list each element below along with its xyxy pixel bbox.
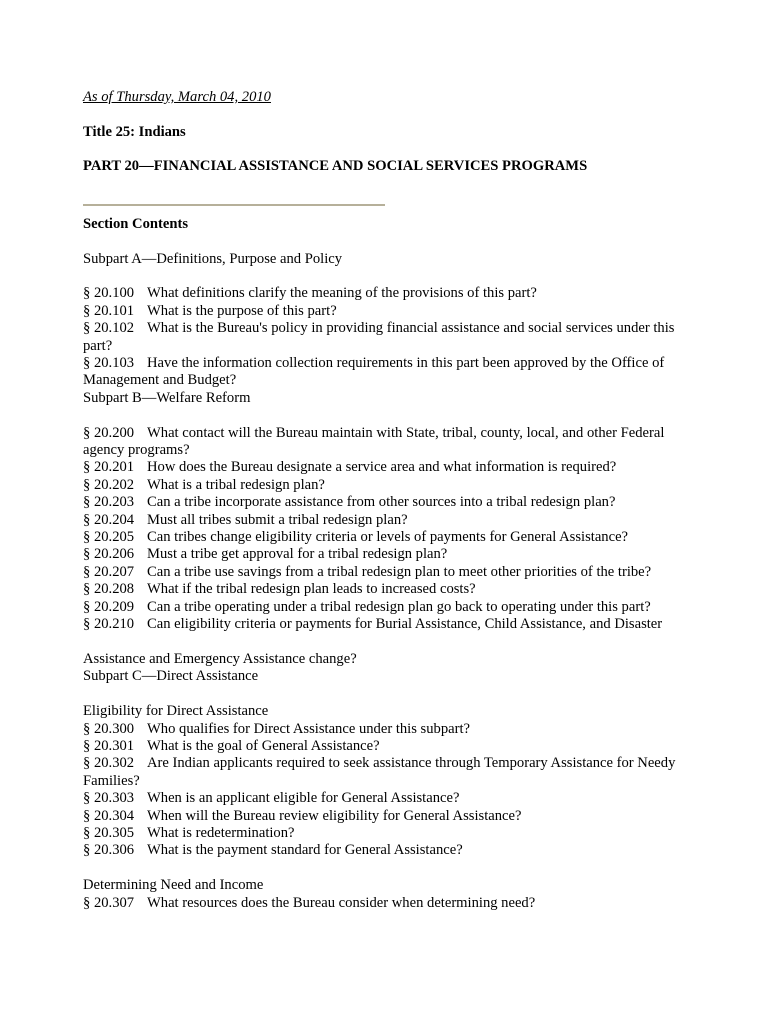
section-entry (83, 494, 689, 511)
section-title: Can eligibility criteria or payments for Burial Assistance, Child Assistance, and Disaster (147, 616, 663, 633)
section-entry (83, 303, 689, 320)
section-entry (83, 564, 689, 581)
section-number: § 20.302 (83, 755, 135, 772)
section-entry (83, 825, 689, 842)
section-title: Can a tribe operating under a tribal redesign plan go back to operating under this part? (147, 598, 651, 615)
section-entry (83, 285, 689, 302)
subpart-a-list (83, 285, 689, 389)
section-title: What is the Bureau's policy in providing financial assistance and social services under this part? (83, 320, 675, 354)
spacer (83, 233, 689, 250)
section-entry (83, 459, 689, 476)
section-title: Can tribes change eligibility criteria or levels of payments for General Assistance? (147, 529, 629, 546)
section-number: § 20.204 (83, 511, 135, 528)
section-title: Are Indian applicants required to seek assistance through Temporary Assistance for Needy Families? (83, 755, 676, 789)
section-title: What is a tribal redesign plan? (147, 476, 325, 493)
section-title: Must a tribe get approval for a tribal redesign plan? (147, 546, 448, 563)
section-number: § 20.306 (83, 842, 135, 859)
section-number: § 20.300 (83, 720, 135, 737)
subpart-a-heading: Subpart A—Definitions, Purpose and Policy (83, 250, 343, 267)
part-heading: PART 20—FINANCIAL ASSISTANCE AND SOCIAL SERVICES PROGRAMS (83, 158, 588, 175)
section-entry (83, 529, 689, 546)
eligibility-heading: Eligibility for Direct Assistance (83, 703, 269, 720)
section-number: § 20.202 (83, 476, 135, 493)
eligibility-list (83, 721, 689, 860)
section-title: Can a tribe use savings from a tribal redesign plan to meet other priorities of the tribe? (147, 563, 652, 580)
spacer (83, 860, 689, 877)
section-title: Must all tribes submit a tribal redesign plan? (147, 511, 408, 528)
section-number: § 20.200 (83, 424, 135, 441)
need-heading: Determining Need and Income (83, 877, 264, 894)
section-number: § 20.100 (83, 285, 135, 302)
section-entry (83, 842, 689, 859)
section-entry (83, 755, 689, 790)
section-entry (83, 477, 689, 494)
section-title: Have the information collection requirements in this part been approved by the Office of Management and Budget? (83, 355, 665, 389)
section-title: When is an applicant eligible for General Assistance? (147, 790, 460, 807)
section-entry (83, 599, 689, 616)
section-title: How does the Bureau designate a service area and what information is required? (147, 459, 617, 476)
section-title: When will the Bureau review eligibility for General Assistance? (147, 807, 522, 824)
spacer (83, 634, 689, 651)
subpart-b-continuation: Assistance and Emergency Assistance change? (83, 650, 357, 667)
section-number: § 20.303 (83, 790, 135, 807)
section-number: § 20.210 (83, 616, 135, 633)
section-title: Who qualifies for Direct Assistance under this subpart? (147, 720, 471, 737)
section-entry (83, 790, 689, 807)
section-number: § 20.101 (83, 302, 135, 319)
section-entry (83, 721, 689, 738)
section-number: § 20.203 (83, 494, 135, 511)
section-entry (83, 616, 689, 633)
title-heading: Title 25: Indians (83, 124, 186, 140)
section-title: What resources does the Bureau consider when determining need? (147, 894, 536, 911)
spacer (83, 686, 689, 703)
section-entry (83, 320, 689, 355)
spacer (83, 268, 689, 285)
section-number: § 20.209 (83, 598, 135, 615)
section-title: What contact will the Bureau maintain with State, tribal, county, local, and other Federal agency programs? (83, 424, 665, 459)
section-entry (83, 808, 689, 825)
section-number: § 20.201 (83, 459, 135, 476)
section-title: What if the tribal redesign plan leads to increased costs? (147, 581, 476, 598)
section-number: § 20.206 (83, 546, 135, 563)
subpart-c-heading: Subpart C—Direct Assistance (83, 668, 259, 685)
subpart-b-heading: Subpart B—Welfare Reform (83, 389, 251, 406)
section-number: § 20.304 (83, 807, 135, 824)
section-number: § 20.208 (83, 581, 135, 598)
horizontal-rule (83, 204, 385, 206)
spacer (83, 407, 689, 424)
section-entry (83, 355, 689, 390)
section-title: What is the goal of General Assistance? (147, 737, 380, 754)
section-number: § 20.102 (83, 320, 135, 337)
section-entry (83, 581, 689, 598)
section-number: § 20.207 (83, 563, 135, 580)
section-number: § 20.103 (83, 355, 135, 372)
section-title: What is redetermination? (147, 824, 295, 841)
section-entry (83, 546, 689, 563)
section-title: Can a tribe incorporate assistance from other sources into a tribal redesign plan? (147, 494, 616, 511)
section-entry (83, 895, 689, 912)
section-number: § 20.205 (83, 529, 135, 546)
section-title: What definitions clarify the meaning of the provisions of this part? (147, 285, 537, 302)
document-page (83, 89, 689, 912)
need-list (83, 895, 689, 912)
section-entry (83, 512, 689, 529)
section-entry (83, 738, 689, 755)
section-contents-heading: Section Contents (83, 215, 188, 232)
section-title: What is the purpose of this part? (147, 302, 337, 319)
subpart-b-list (83, 425, 689, 634)
section-number: § 20.307 (83, 894, 135, 911)
section-entry (83, 425, 689, 460)
section-number: § 20.305 (83, 824, 135, 841)
section-title: What is the payment standard for General Assistance? (147, 842, 463, 859)
section-number: § 20.301 (83, 737, 135, 754)
as-of-date: As of Thursday, March 04, 2010 (83, 89, 271, 105)
